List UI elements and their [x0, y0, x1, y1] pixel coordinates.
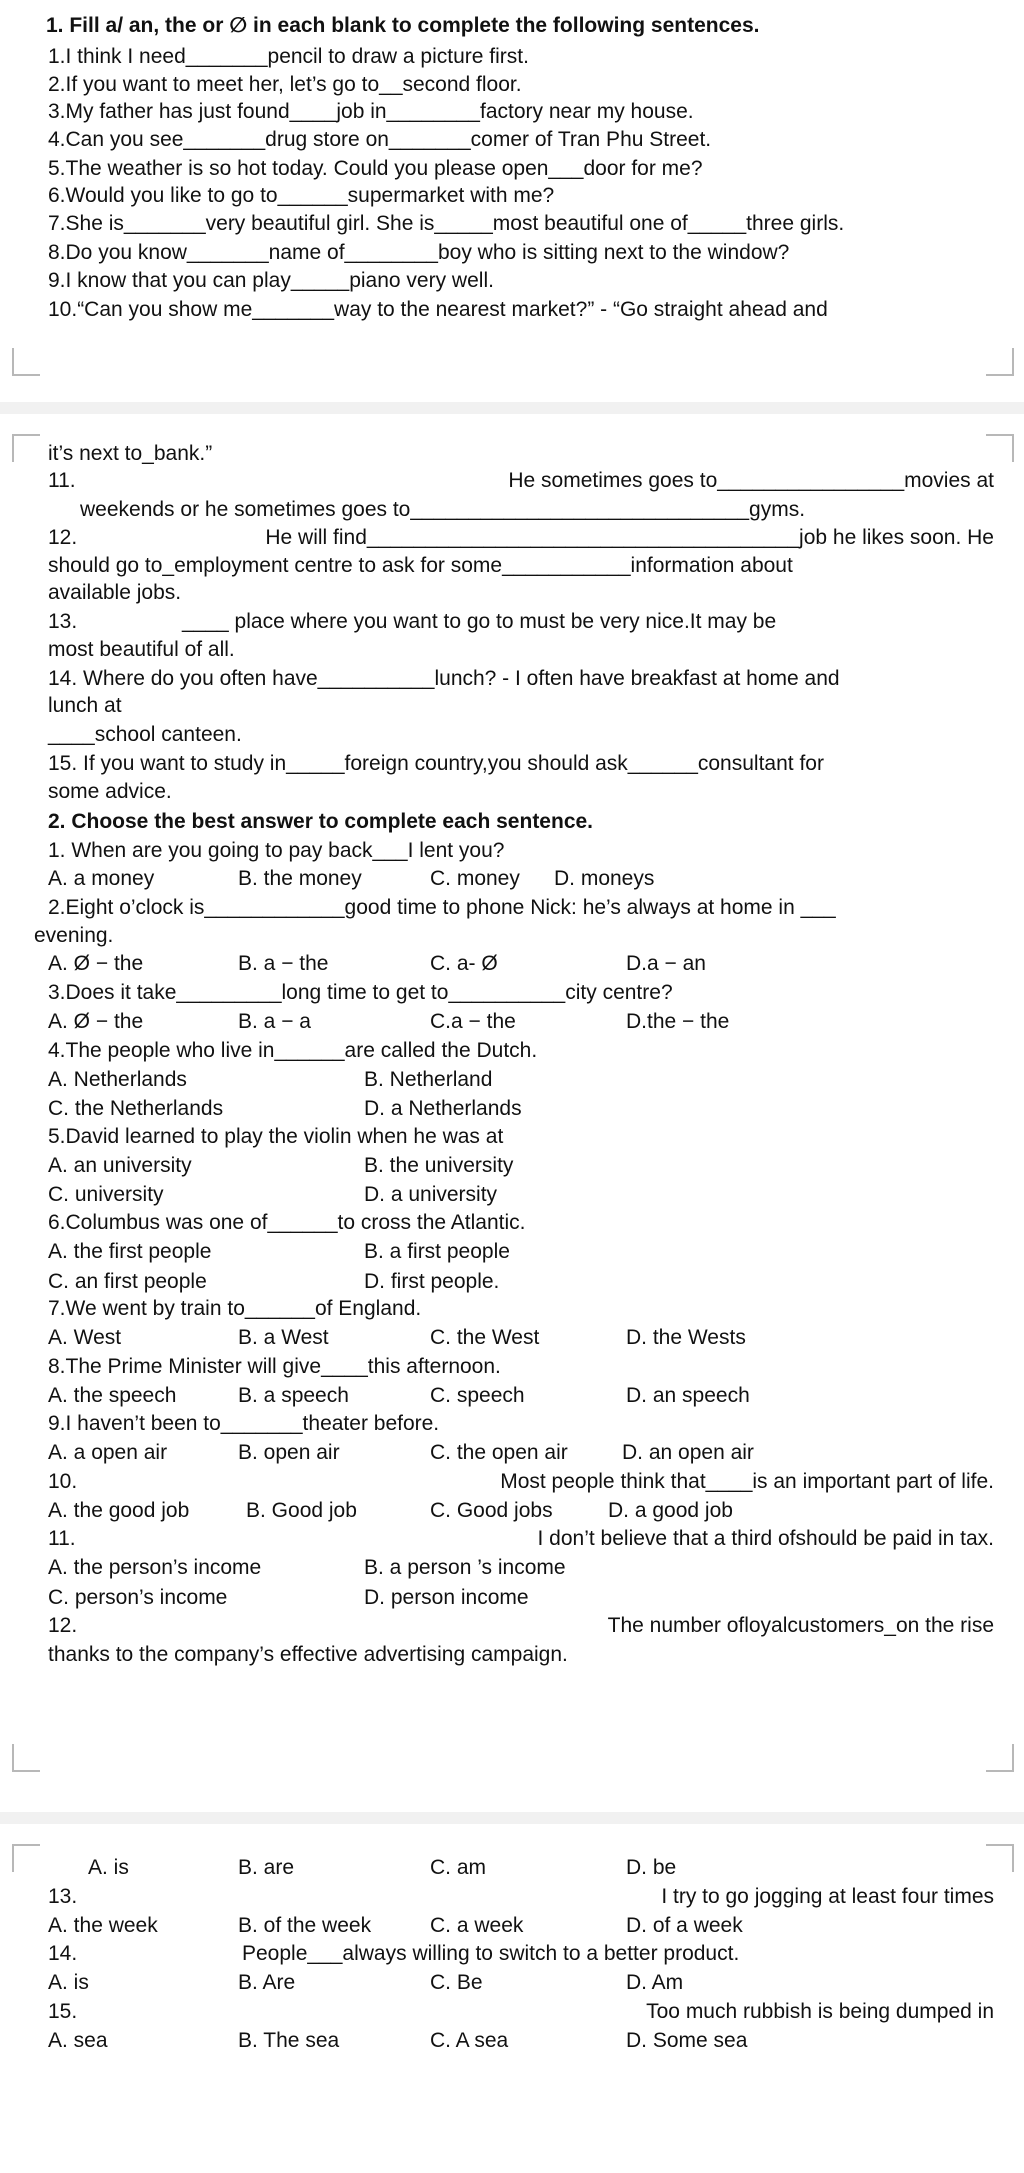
option-d: D. of a week	[626, 1914, 743, 1937]
option-b: B. the university	[364, 1154, 514, 1177]
option-c: C. the West	[430, 1326, 540, 1349]
part2-q11-num: 11.	[48, 1527, 76, 1550]
part1-q6: 6.Would you like to go to______supermarket with me?	[48, 184, 555, 207]
option-c: C. the open air	[430, 1441, 568, 1464]
option-c: C. speech	[430, 1384, 525, 1407]
option-d: D. be	[626, 1856, 677, 1879]
part2-q2: 2.Eight o’clock is____________good time to phone Nick: he’s always at home in ___	[48, 896, 836, 919]
part1-q11-num: 11.	[48, 469, 76, 492]
part2-q7: 7.We went by train to______of England.	[48, 1297, 422, 1320]
part1-q15-cont: some advice.	[48, 780, 172, 803]
part2-q12-text: The number ofloyalcustomers_on the rise	[607, 1614, 994, 1637]
part2-q12-cont: thanks to the company’s effective advertising campaign.	[48, 1643, 568, 1666]
option-b: B. The sea	[238, 2029, 340, 2052]
option-a: A. West	[48, 1326, 122, 1349]
part1-q13-cont: most beautiful of all.	[48, 638, 235, 661]
option-b: B. the money	[238, 867, 362, 890]
part2-q11-text: I don’t believe that a third ofshould be paid in tax.	[537, 1527, 994, 1550]
option-b: B. a first people	[364, 1240, 510, 1263]
option-c: C. a week	[430, 1914, 524, 1937]
crop-mark	[986, 1844, 1014, 1872]
part2-title: 2. Choose the best answer to complete each sentence.	[48, 810, 594, 833]
page-1	[0, 0, 1024, 402]
part1-q15: 15. If you want to study in_____foreign country,you should ask______consultant for	[48, 752, 824, 775]
part2-q3: 3.Does it take_________long time to get to__________city centre?	[48, 981, 673, 1004]
option-a: A. Netherlands	[48, 1068, 187, 1091]
option-d: D. first people.	[364, 1270, 500, 1293]
option-d: D. an speech	[626, 1384, 750, 1407]
option-d: D. Am	[626, 1971, 684, 1994]
option-b: B. Netherland	[364, 1068, 493, 1091]
part1-q4: 4.Can you see_______drug store on_______comer of Tran Phu Street.	[48, 128, 712, 151]
part1-q9: 9.I know that you can play_____piano very well.	[48, 269, 494, 292]
option-a: A. Ø − the	[48, 1010, 144, 1033]
crop-mark	[986, 434, 1014, 462]
part2-q13-text: I try to go jogging at least four times	[661, 1885, 994, 1908]
part1-q13-num: 13.	[48, 610, 78, 633]
option-d: D. person income	[364, 1586, 529, 1609]
part1-q3: 3.My father has just found____job in________factory near my house.	[48, 100, 694, 123]
part1-q11-text: He sometimes goes to________________movies at	[508, 469, 994, 492]
crop-mark	[986, 348, 1014, 376]
option-c: C. person’s income	[48, 1586, 228, 1609]
crop-mark	[12, 1844, 40, 1872]
option-d: D. a good job	[608, 1499, 733, 1522]
part1-q7: 7.She is_______very beautiful girl. She is_____most beautiful one of_____three girls.	[48, 212, 845, 235]
option-b: B. of the week	[238, 1914, 372, 1937]
option-c: C. an first people	[48, 1270, 207, 1293]
option-a: A. a open air	[48, 1441, 168, 1464]
option-b: B. a person ’s income	[364, 1556, 566, 1579]
option-d: D. moneys	[554, 867, 655, 890]
part2-q10-num: 10.	[48, 1470, 78, 1493]
part2-q14-num: 14.	[48, 1942, 78, 1965]
option-b: B. a − the	[238, 952, 329, 975]
option-a: A. a money	[48, 867, 155, 890]
page-3	[0, 1824, 1024, 2173]
option-a: A. sea	[48, 2029, 108, 2052]
option-b: B. a − a	[238, 1010, 311, 1033]
part2-q4: 4.The people who live in______are called the Dutch.	[48, 1039, 538, 1062]
part2-q15-text: Too much rubbish is being dumped in	[646, 2000, 994, 2023]
option-a: A. is	[88, 1856, 129, 1879]
part1-q1: 1.I think I need_______pencil to draw a picture first.	[48, 45, 529, 68]
part1-q12-num: 12.	[48, 526, 78, 549]
part1-q12-cont: should go to_employment centre to ask for some___________information about	[48, 554, 793, 577]
part1-q12-cont2: available jobs.	[48, 581, 182, 604]
page-2	[0, 414, 1024, 1812]
part1-q13-text: ____ place where you want to go to must be very nice.It may be	[182, 610, 777, 633]
option-b: B. a West	[238, 1326, 329, 1349]
crop-mark	[12, 1744, 40, 1772]
part2-q10-text: Most people think that____is an important part of life.	[500, 1470, 994, 1493]
option-b: B. a speech	[238, 1384, 349, 1407]
crop-mark	[12, 434, 40, 462]
option-d: D. an open air	[622, 1441, 754, 1464]
part1-q11-cont: weekends or he sometimes goes to_____________________________gyms.	[80, 498, 806, 521]
crop-mark	[12, 348, 40, 376]
option-a: A. is	[48, 1971, 89, 1994]
option-b: B. Good job	[246, 1499, 357, 1522]
option-c: C. money	[430, 867, 520, 890]
option-a: A. an university	[48, 1154, 192, 1177]
option-a: A. the first people	[48, 1240, 212, 1263]
part1-q2: 2.If you want to meet her, let’s go to__second floor.	[48, 73, 522, 96]
page-separator	[0, 402, 1024, 414]
part1-cont: it’s next to_bank.”	[48, 442, 213, 465]
crop-mark	[986, 1744, 1014, 1772]
option-a: A. the person’s income	[48, 1556, 262, 1579]
part2-q2-cont: evening.	[34, 924, 114, 947]
part1-q10: 10.“Can you show me_______way to the nearest market?” - “Go straight ahead and	[48, 298, 828, 321]
option-c: C. a- Ø	[430, 952, 498, 975]
option-a: A. the week	[48, 1914, 158, 1937]
part2-q6: 6.Columbus was one of______to cross the Atlantic.	[48, 1211, 526, 1234]
part1-title: 1. Fill a/ an, the or ∅ in each blank to complete the following sentences.	[46, 14, 760, 37]
part2-q14-text: People___always willing to switch to a better product.	[242, 1942, 740, 1965]
option-d: D. the Wests	[626, 1326, 746, 1349]
option-c: C. A sea	[430, 2029, 509, 2052]
option-c: C. Good jobs	[430, 1499, 553, 1522]
option-d: D.the − the	[626, 1010, 730, 1033]
part2-q8: 8.The Prime Minister will give____this afternoon.	[48, 1355, 501, 1378]
part1-q12-text: He will find_____________________________________job he likes soon. He	[265, 526, 994, 549]
part2-q5: 5.David learned to play the violin when he was at	[48, 1125, 504, 1148]
option-d: D.a − an	[626, 952, 706, 975]
option-b: B. Are	[238, 1971, 296, 1994]
option-c: C. the Netherlands	[48, 1097, 224, 1120]
option-b: B. open air	[238, 1441, 340, 1464]
part1-q14-cont: lunch at	[48, 694, 122, 717]
option-b: B. are	[238, 1856, 295, 1879]
part2-q12-num: 12.	[48, 1614, 78, 1637]
part1-q14-cont2: ____school canteen.	[48, 723, 242, 746]
option-d: D. Some sea	[626, 2029, 748, 2052]
part2-q9: 9.I haven’t been to_______theater before.	[48, 1412, 440, 1435]
part2-q1: 1. When are you going to pay back___I lent you?	[48, 839, 505, 862]
option-d: D. a Netherlands	[364, 1097, 522, 1120]
part1-q14: 14. Where do you often have__________lunch? - I often have breakfast at home and	[48, 667, 840, 690]
part2-q13-num: 13.	[48, 1885, 78, 1908]
option-c: C. Be	[430, 1971, 483, 1994]
option-a: A. Ø − the	[48, 952, 144, 975]
option-a: A. the good job	[48, 1499, 190, 1522]
option-c: C. university	[48, 1183, 164, 1206]
option-d: D. a university	[364, 1183, 498, 1206]
page-separator	[0, 1812, 1024, 1824]
part1-q8: 8.Do you know_______name of________boy who is sitting next to the window?	[48, 241, 790, 264]
part1-q5: 5.The weather is so hot today. Could you please open___door for me?	[48, 157, 703, 180]
option-c: C.a − the	[430, 1010, 516, 1033]
option-c: C. am	[430, 1856, 487, 1879]
option-a: A. the speech	[48, 1384, 177, 1407]
part2-q15-num: 15.	[48, 2000, 78, 2023]
